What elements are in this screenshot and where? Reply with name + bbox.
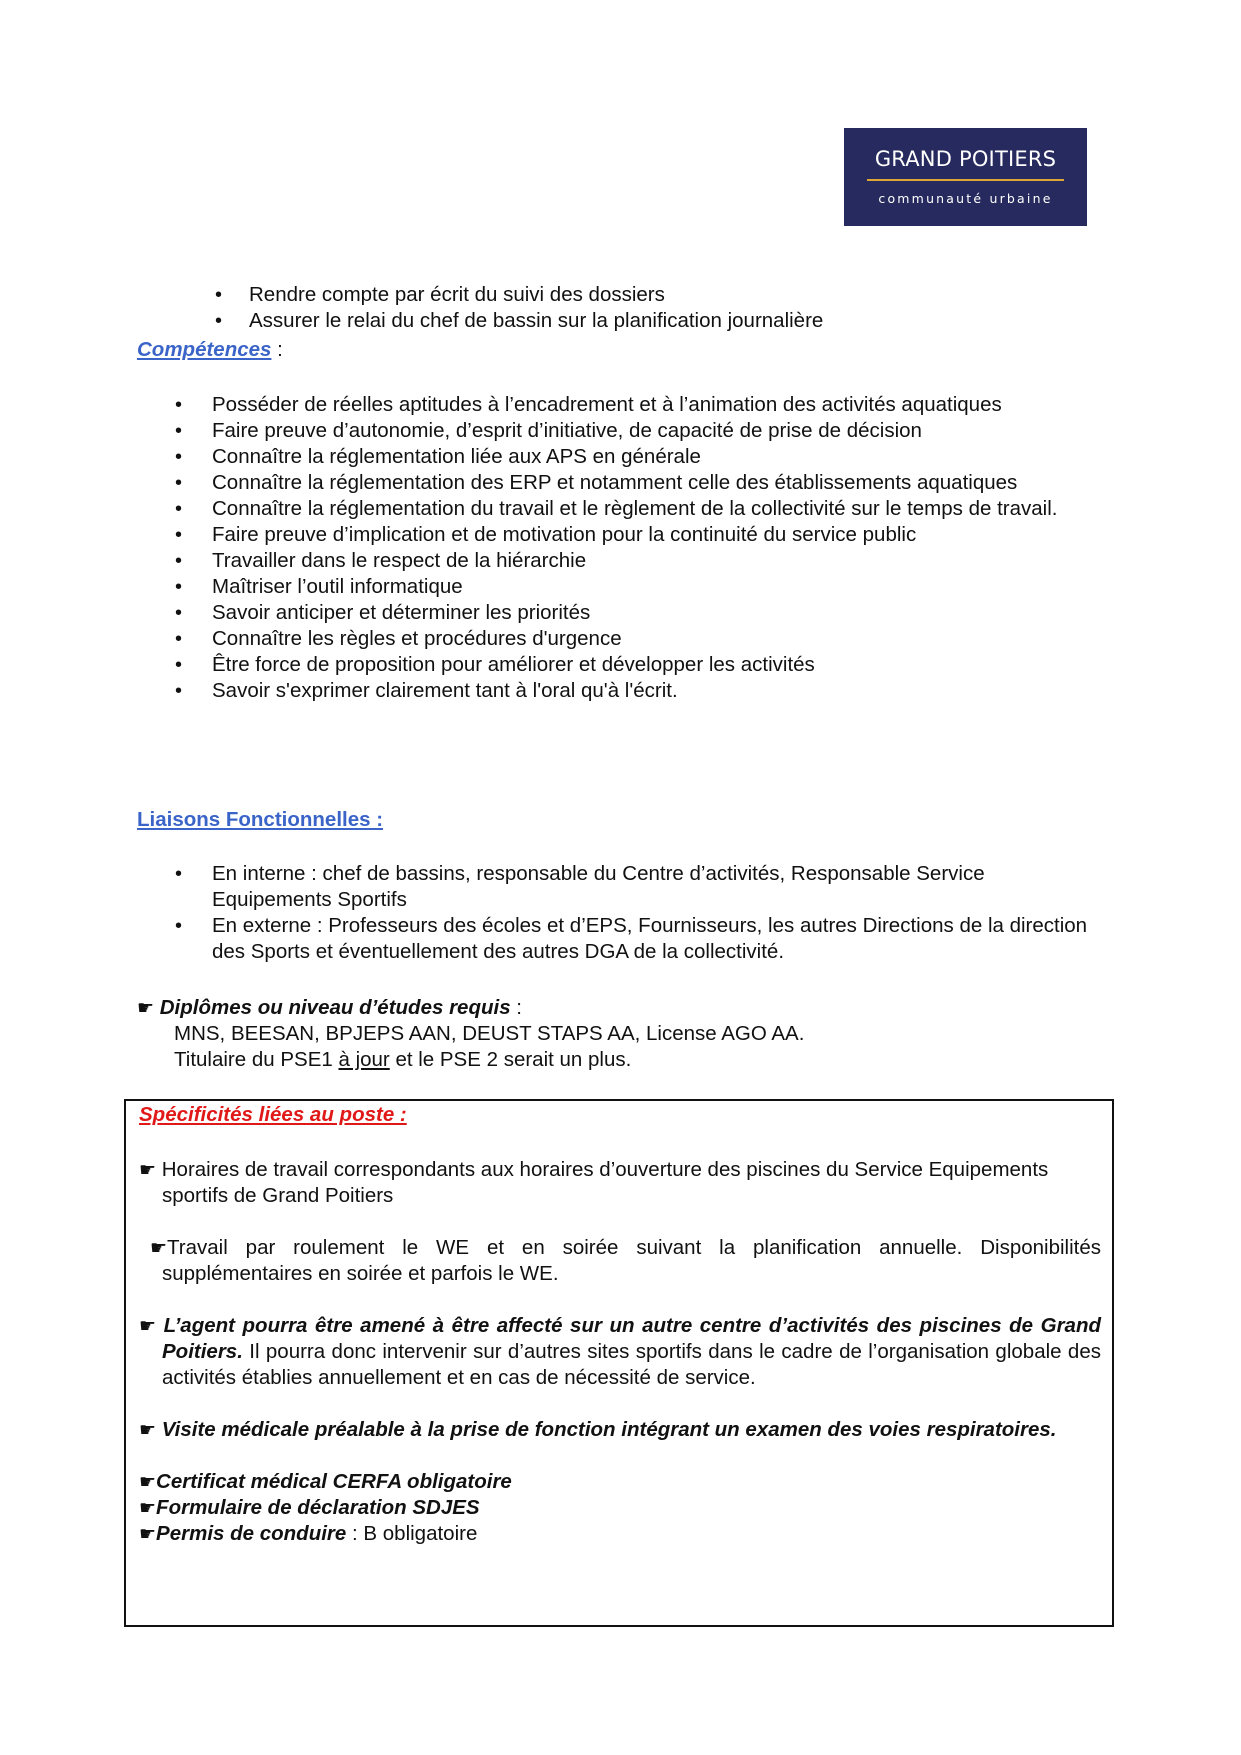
pointing-hand-icon: ☛ xyxy=(139,1315,157,1337)
specificites-box xyxy=(124,1099,1114,1627)
spec-paragraph-formulaire xyxy=(139,1495,1101,1521)
list-item: • Savoir s'exprimer clairement tant à l'oral qu'à l'écrit. xyxy=(137,678,1101,704)
pointing-hand-icon: ☛ xyxy=(137,997,155,1019)
spec-affectation-bold: L’agent pourra être amené à être affecté sur un autre centre d’activités des piscines de Grand Poitiers. xyxy=(162,1314,1101,1363)
logo-title: GRAND POITIERS xyxy=(874,147,1057,171)
spec-horaires-text: Horaires de travail correspondants aux horaires d’ouverture des piscines du Service Equipements sportifs de Grand Poitiers xyxy=(161,1158,1049,1207)
pse-text-underlined: à jour xyxy=(338,1048,390,1071)
list-item: • Assurer le relai du chef de bassin sur la planification journalière xyxy=(137,308,987,334)
liaisons-heading: Liaisons Fonctionnelles : xyxy=(137,808,384,831)
pse-text-before: Titulaire du PSE1 xyxy=(174,1048,339,1071)
diplomes-label-suffix: : xyxy=(510,996,523,1019)
list-item: • Posséder de réelles aptitudes à l’encadrement et à l’animation des activités aquatiques xyxy=(137,392,1101,418)
spec-paragraph-horaires xyxy=(139,1157,1101,1209)
logo-divider xyxy=(867,179,1064,181)
spec-permis-label: Permis de conduire xyxy=(156,1522,347,1545)
spec-roulement-text: Travail par roulement le WE et en soirée suivant la planification annuelle. Disponibilités supplémentaires en soirée et parfois le WE. xyxy=(162,1236,1101,1285)
diplomes-heading xyxy=(137,995,1101,1021)
competences-list xyxy=(137,392,1101,704)
spec-visite-text: Visite médicale préalable à la prise de fonction intégrant un examen des voies respiratoires. xyxy=(161,1418,1057,1441)
list-item: • En externe : Professeurs des écoles et d’EPS, Fournisseurs, les autres Directions de la direction des Sports et éventuellement des autres DGA de la collectivité. xyxy=(137,913,1101,965)
list-item: • Connaître la réglementation du travail et le règlement de la collectivité sur le temps de travail. xyxy=(137,496,1101,522)
list-item: • Faire preuve d’autonomie, d’esprit d’initiative, de capacité de prise de décision xyxy=(137,418,1101,444)
spec-affectation-text: Il pourra donc intervenir sur d’autres sites sportifs dans le cadre de l’organisation globale des activités établies annuellement et en cas de nécessité de service. xyxy=(162,1340,1101,1389)
pse-text-after: et le PSE 2 serait un plus. xyxy=(389,1048,632,1071)
spec-permis-text: : B obligatoire xyxy=(346,1522,478,1545)
liaisons-list xyxy=(137,861,1101,965)
diplomes-section xyxy=(137,995,1101,1073)
diplomes-label: Diplômes ou niveau d’études requis xyxy=(159,996,511,1019)
list-item: • Connaître la réglementation des ERP et notamment celle des établissements aquatiques xyxy=(137,470,1101,496)
pointing-hand-icon: ☛ xyxy=(139,1523,157,1545)
pointing-hand-icon: ☛ xyxy=(150,1237,168,1259)
list-item: • Connaître la réglementation liée aux APS en générale xyxy=(137,444,1101,470)
grand-poitiers-logo xyxy=(844,128,1087,226)
competences-heading xyxy=(137,337,283,363)
spec-certificat-text: Certificat médical CERFA obligatoire xyxy=(156,1470,512,1493)
list-item: • Savoir anticiper et déterminer les priorités xyxy=(137,600,1101,626)
specificites-title xyxy=(139,1102,1101,1128)
diplomes-list-line: MNS, BEESAN, BPJEPS AAN, DEUST STAPS AA, License AGO AA. xyxy=(174,1022,805,1045)
competences-heading-suffix: : xyxy=(271,338,283,361)
spec-formulaire-text: Formulaire de déclaration SDJES xyxy=(156,1496,480,1519)
logo-subtitle: communauté urbaine xyxy=(878,191,1053,206)
list-item: • Travailler dans le respect de la hiérarchie xyxy=(137,548,1101,574)
pointing-hand-icon: ☛ xyxy=(139,1471,157,1493)
competences-heading-label: Compétences xyxy=(137,338,272,361)
spec-paragraph-roulement xyxy=(139,1235,1101,1287)
pointing-hand-icon: ☛ xyxy=(139,1159,157,1181)
spec-paragraph-permis xyxy=(139,1521,1101,1547)
spec-paragraph-certificat xyxy=(139,1469,1101,1495)
diplomes-pse-line xyxy=(137,1047,1101,1073)
list-item: • Faire preuve d’implication et de motivation pour la continuité du service public xyxy=(137,522,1101,548)
list-item: • Maîtriser l’outil informatique xyxy=(137,574,1101,600)
spec-paragraph-affectation xyxy=(139,1313,1101,1391)
specificites-title-text: Spécificités liées au poste : xyxy=(139,1103,407,1126)
spec-paragraph-visite xyxy=(139,1417,1101,1443)
list-item: • En interne : chef de bassins, responsable du Centre d’activités, Responsable Service Equipements Sportifs xyxy=(137,861,1101,913)
pointing-hand-icon: ☛ xyxy=(139,1497,157,1519)
list-item: • Être force de proposition pour améliorer et développer les activités xyxy=(137,652,1101,678)
list-item: • Connaître les règles et procédures d'urgence xyxy=(137,626,1101,652)
missions-list-continuation xyxy=(137,282,987,334)
pointing-hand-icon: ☛ xyxy=(139,1419,157,1441)
list-item: • Rendre compte par écrit du suivi des dossiers xyxy=(137,282,987,308)
